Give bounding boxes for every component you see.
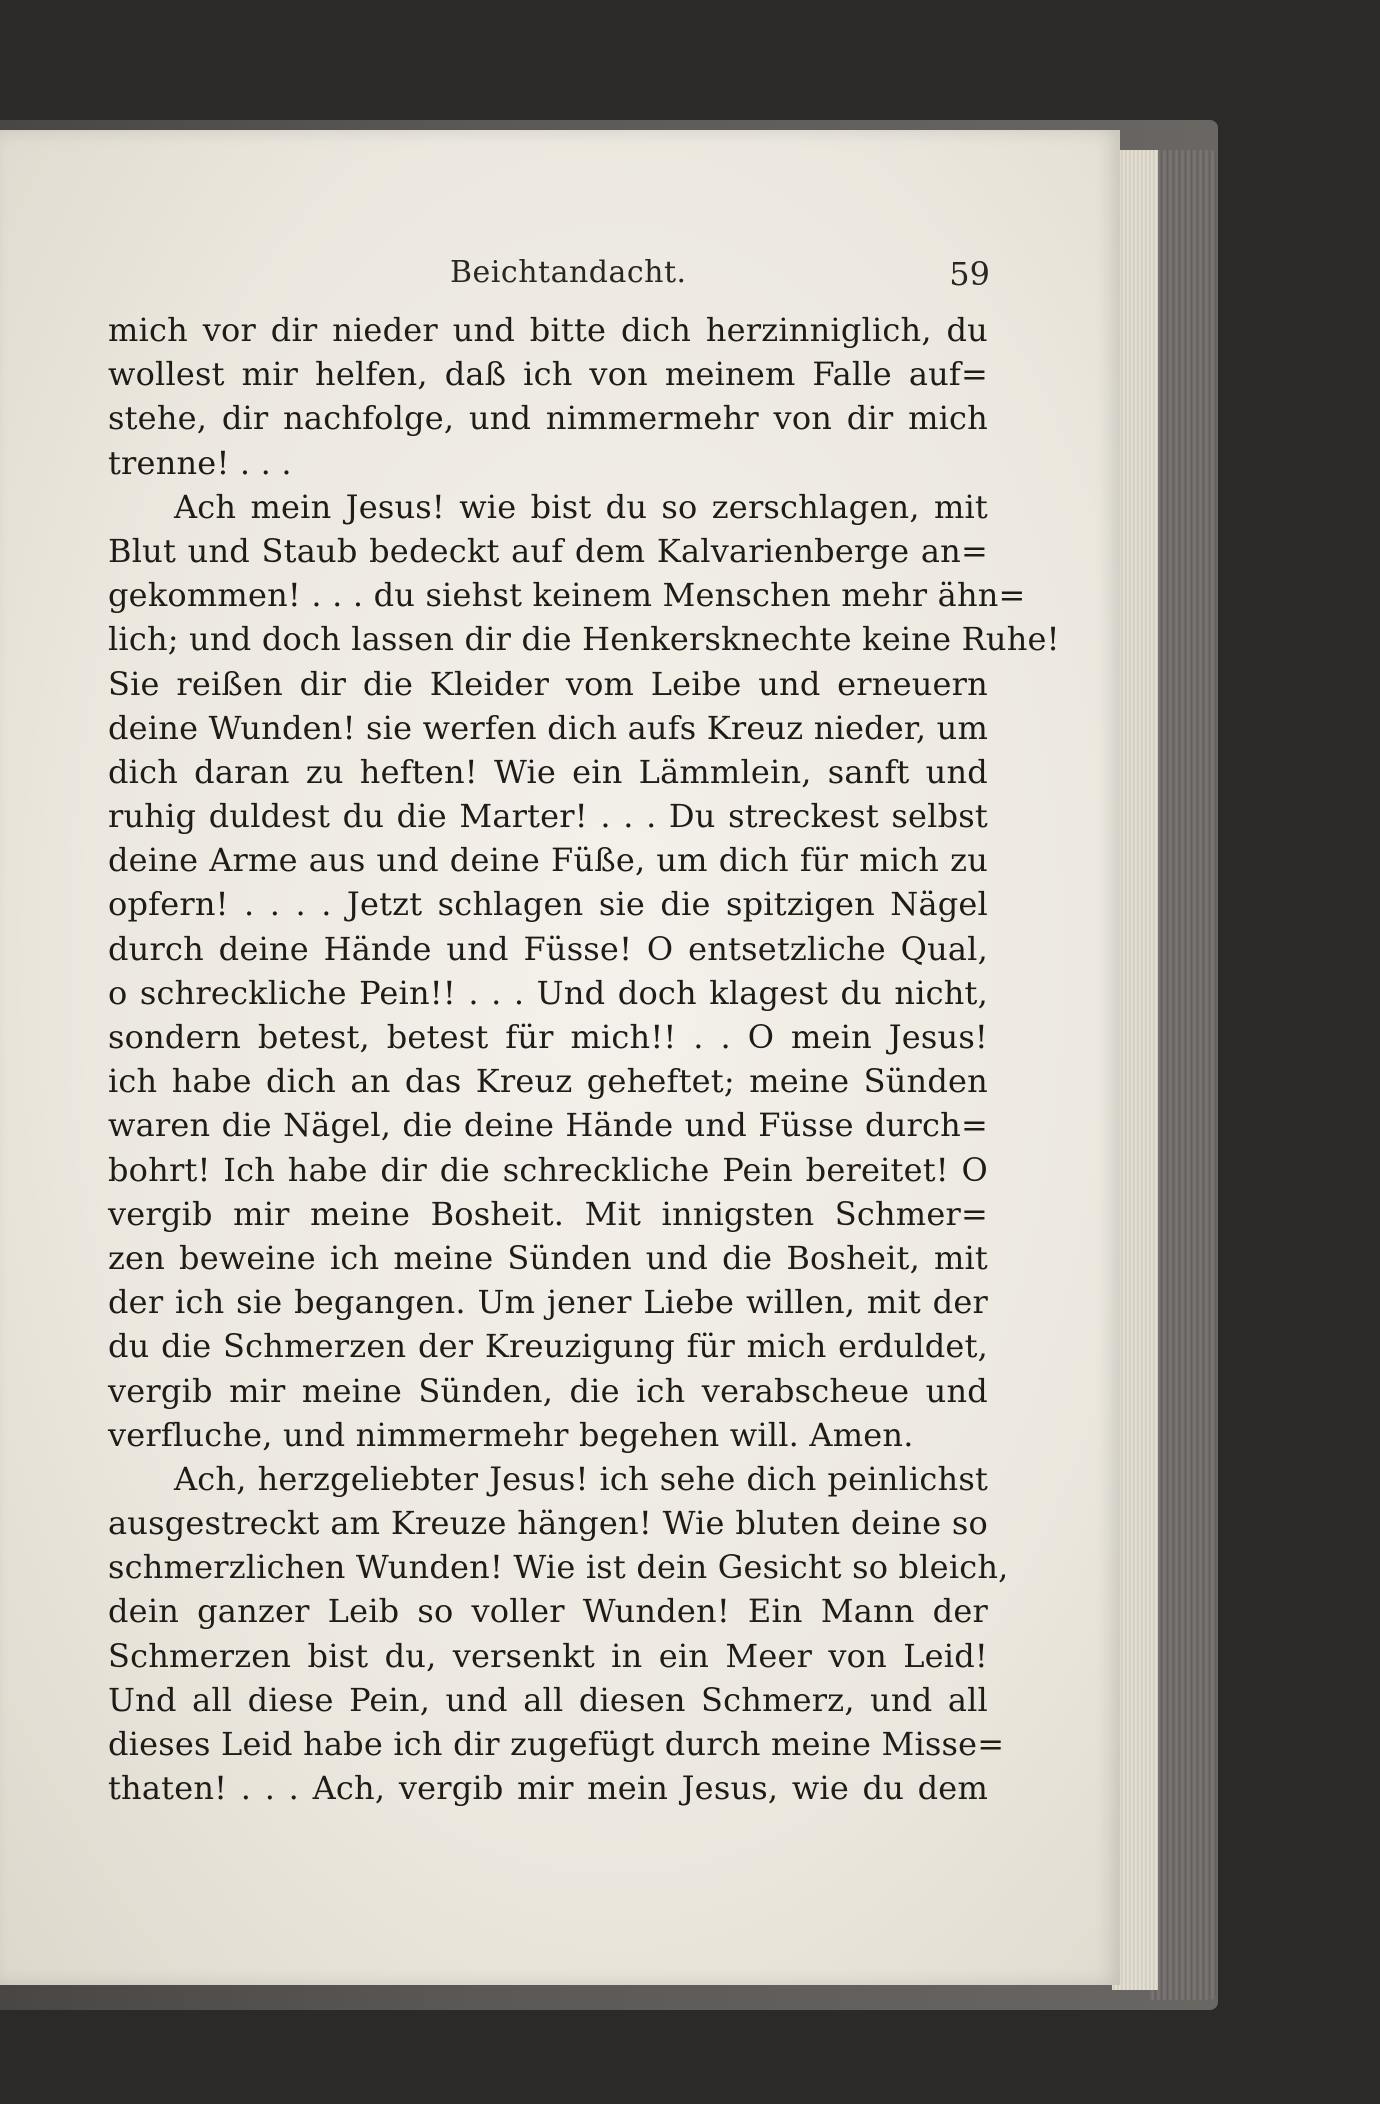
text-line: der ich sie begangen. Um jener Liebe willen, mit der (108, 1283, 988, 1322)
book-page (0, 130, 1120, 1985)
page-header (110, 255, 990, 295)
text-line: stehe, dir nachfolge, und nimmermehr von dir mich (108, 399, 988, 438)
text-line: ausgestreckt am Kreuze hängen! Wie bluten deine so (108, 1504, 988, 1543)
text-line: lich; und doch lassen dir die Henkersknechte keine Ruhe! (108, 620, 1060, 659)
text-line: Ach mein Jesus! wie bist du so zerschlagen, mit (174, 487, 988, 526)
text-line: o schreckliche Pein!! . . . Und doch klagest du nicht, (108, 973, 988, 1012)
text-line: zen beweine ich meine Sünden und die Bosheit, mit (108, 1238, 988, 1277)
text-line: vergib mir meine Sünden, die ich verabscheue und (108, 1371, 988, 1410)
text-line: durch deine Hände und Füsse! O entsetzliche Qual, (108, 929, 988, 968)
text-line: bohrt! Ich habe dir die schreckliche Pein bereitet! O (108, 1150, 988, 1189)
text-line: ruhig duldest du die Marter! . . . Du streckest selbst (108, 797, 988, 836)
text-line: Und all diese Pein, und all diesen Schmerz, und all (108, 1680, 988, 1719)
page-number: 59 (949, 255, 990, 293)
text-line: opfern! . . . . Jetzt schlagen sie die spitzigen Nägel (108, 885, 988, 924)
text-line: mich vor dir nieder und bitte dich herzinniglich, du (108, 311, 988, 349)
text-line: dieses Leid habe ich dir zugefügt durch meine Misse= (108, 1725, 1005, 1763)
text-line: Ach, herzgeliebter Jesus! ich sehe dich peinlichst (174, 1459, 988, 1498)
text-line: Schmerzen bist du, versenkt in ein Meer von Leid! (108, 1636, 988, 1675)
running-title: Beichtandacht. (450, 255, 687, 290)
text-line: thaten! . . . Ach, vergib mir mein Jesus, wie du dem (108, 1769, 988, 1808)
text-line: schmerzlichen Wunden! Wie ist dein Gesicht so bleich, (108, 1548, 1009, 1587)
text-line: Blut und Staub bedeckt auf dem Kalvarienberge an= (108, 531, 988, 570)
text-line: deine Wunden! sie werfen dich aufs Kreuz nieder, um (108, 708, 989, 747)
text-line: vergib mir meine Bosheit. Mit innigsten Schmer= (108, 1194, 988, 1233)
page-body-text (108, 308, 1060, 1810)
text-line: ich habe dich an das Kreuz geheftet; meine Sünden (108, 1062, 988, 1101)
text-line: Sie reißen dir die Kleider vom Leibe und erneuern (108, 664, 988, 703)
text-line: verfluche, und nimmermehr begehen will. Amen. (108, 1415, 914, 1454)
text-line: deine Arme aus und deine Füße, um dich für mich zu (108, 841, 988, 880)
text-line: waren die Nägel, die deine Hände und Füsse durch= (108, 1106, 988, 1145)
text-line: dich daran zu heften! Wie ein Lämmlein, sanft und (108, 752, 988, 791)
text-line: gekommen! . . . du siehst keinem Menschen mehr ähn= (108, 576, 1026, 615)
text-line: wollest mir helfen, daß ich von meinem Falle auf= (108, 355, 988, 394)
text-line: trenne! . . . (108, 443, 292, 482)
text-line: du die Schmerzen der Kreuzigung für mich erduldet, (108, 1327, 988, 1366)
text-line: dein ganzer Leib so voller Wunden! Ein Mann der (108, 1592, 988, 1631)
cover-edge (1150, 150, 1216, 2000)
text-line: sondern betest, betest für mich!! . . O mein Jesus! (108, 1018, 988, 1056)
